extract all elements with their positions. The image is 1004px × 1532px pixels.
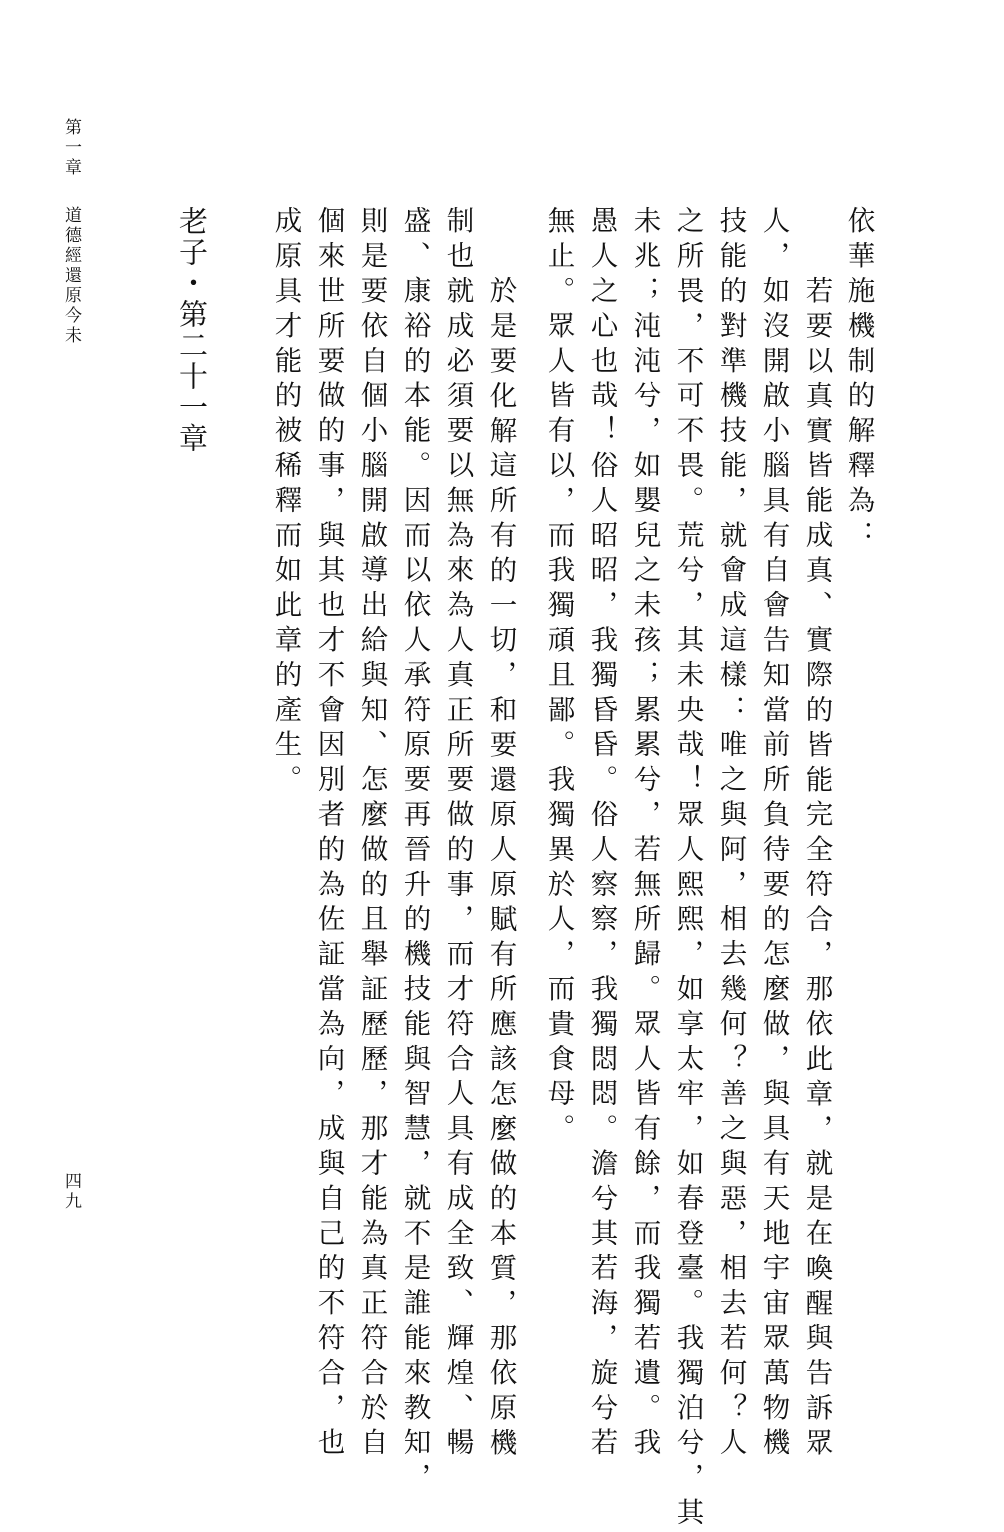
body-line: 盛、康裕的本能。因而以依人承符原要再晉升的機技能與智慧，就不是誰能來教知， bbox=[398, 206, 431, 1498]
page-number: 四九 bbox=[61, 1172, 81, 1212]
running-head-title: 道德經還原今未 bbox=[61, 206, 81, 346]
body-line: 依華施機制的解釋為： bbox=[842, 206, 875, 555]
chapter-heading: 老子・第二十一章 bbox=[175, 206, 209, 454]
body-line: 成原具才能的被稀釋而如此章的產生。 bbox=[269, 206, 302, 800]
body-line: 人，如沒開啟小腦具有自會告知當前所負待要的怎麼做，與具有天地宇宙眾萬物機 bbox=[757, 206, 790, 1463]
body-line: 無止。眾人皆有以，而我獨頑且鄙。我獨異於人，而貴食母。 bbox=[542, 206, 575, 1149]
body-line: 之所畏，不可不畏。荒兮，其未央哉！眾人熙熙，如享太牢，如春登臺。我獨泊兮，其 bbox=[671, 206, 704, 1532]
body-line: 未兆；沌沌兮，如嬰兒之未孩；累累兮，若無所歸。眾人皆有餘，而我獨若遺。我 bbox=[628, 206, 661, 1463]
body-line: 於是要化解這所有的一切，和要還原人原賦有所應該怎麼做的本質，那依原機 bbox=[484, 276, 517, 1463]
body-line: 若要以真實皆能成真、實際的皆能完全符合，那依此章，就是在喚醒與告訴眾 bbox=[800, 276, 833, 1463]
body-line: 技能的對準機技能，就會成這樣：唯之與阿，相去幾何？善之與惡，相去若何？人 bbox=[714, 206, 747, 1463]
running-head-chapter: 第一章 bbox=[61, 118, 81, 178]
body-line: 則是要依自個小腦開啟導出給與知、怎麼做的且舉証歷歷，那才能為真正符合於自 bbox=[355, 206, 388, 1463]
body-line: 制也就成必須要以無為來為人真正所要做的事，而才符合人具有成全致、輝煌、暢 bbox=[441, 206, 474, 1463]
body-line: 愚人之心也哉！俗人昭昭，我獨昏昏。俗人察察，我獨悶悶。澹兮其若海，旋兮若 bbox=[585, 206, 618, 1463]
body-line: 個來世所要做的事，與其也才不會因別者的為佐証當為向，成與自己的不符合，也 bbox=[312, 206, 345, 1463]
